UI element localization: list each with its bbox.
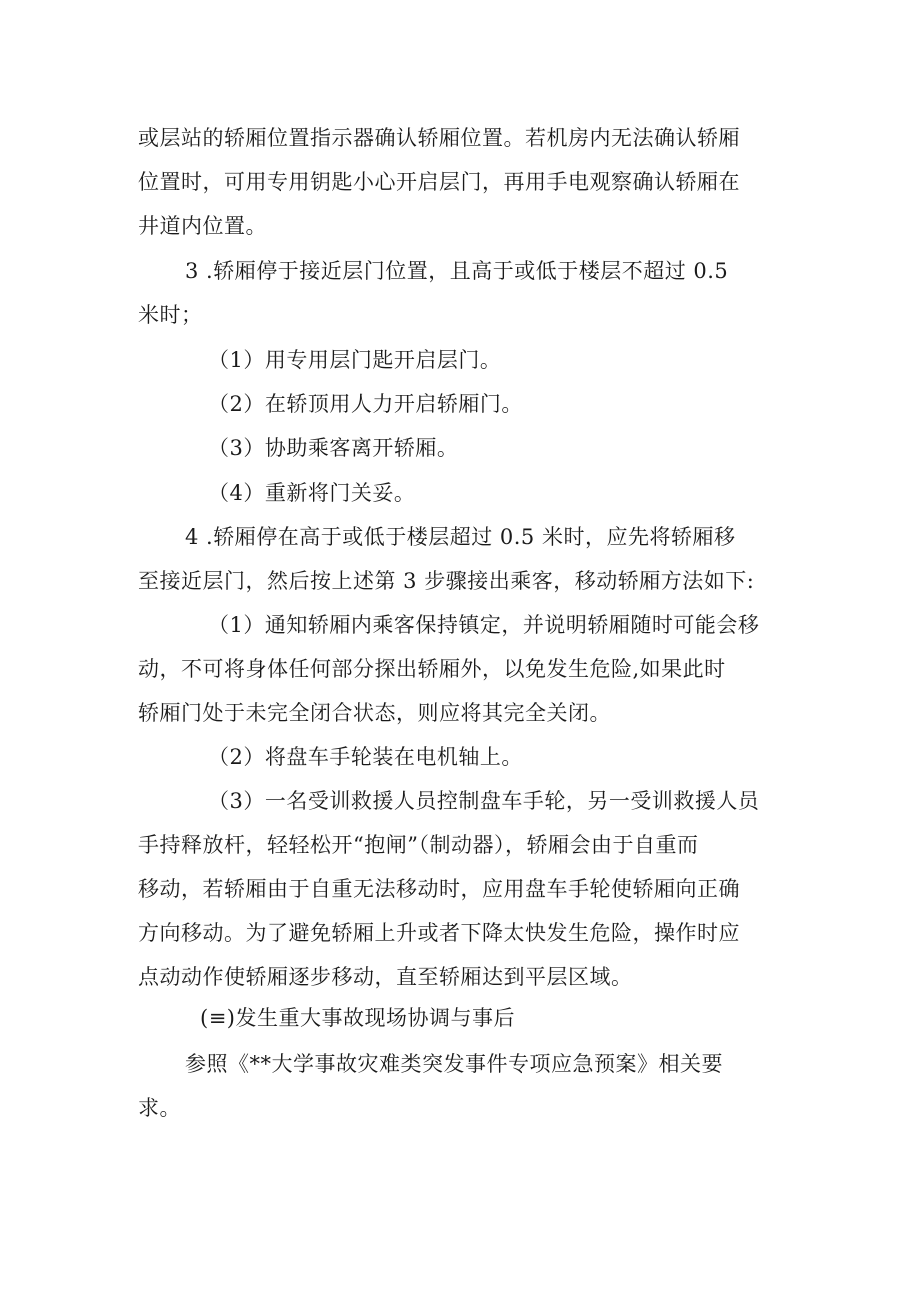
item-3-heading: 3 .轿厢停于接近层门位置，且高于或低于楼层不超过 0.5 bbox=[185, 259, 729, 283]
step-3-line-1: （3）一名受训救援人员控制盘车手轮，另一受训救援人员 bbox=[208, 789, 760, 813]
step-3-line-5: 点动动作使轿厢逐步移动，直至轿厢达到平层区域。 bbox=[138, 965, 633, 989]
text-line-2: 位置时，可用专用钥匙小心开启层门，再用手电观察确认轿厢在 bbox=[138, 170, 740, 194]
item-4-heading: 4 .轿厢停在高于或低于楼层超过 0.5 米时，应先将轿厢移 bbox=[185, 525, 736, 549]
item-4-continuation: 至接近层门，然后按上述第 3 步骤接出乘客，移动轿厢方法如下: bbox=[138, 569, 755, 593]
reference-line-2: 求。 bbox=[138, 1096, 181, 1120]
sub-item-1: （1）用专用层门匙开启层门。 bbox=[208, 348, 502, 372]
step-3-line-4: 方向移动。为了避免轿厢上升或者下降太快发生危险，操作时应 bbox=[138, 921, 740, 945]
step-1-line-1: （1）通知轿厢内乘客保持镇定，并说明轿厢随时可能会移 bbox=[208, 613, 760, 637]
step-3-line-2: 手持释放杆，轻轻松开“抱闸”（制动器），轿厢会由于自重而 bbox=[138, 833, 699, 857]
text-line-1: 或层站的轿厢位置指示器确认轿厢位置。若机房内无法确认轿厢 bbox=[138, 126, 740, 150]
text-line-3: 井道内位置。 bbox=[138, 214, 267, 238]
sub-item-2: （2）在轿顶用人力开启轿厢门。 bbox=[208, 392, 523, 416]
step-3-line-3: 移动，若轿厢由于自重无法移动时，应用盘车手轮使轿厢向正确 bbox=[138, 877, 740, 901]
section-heading: (≡)发生重大事故现场协调与事后 bbox=[200, 1006, 515, 1030]
step-1-line-2: 动，不可将身体任何部分探出轿厢外，以免发生危险,如果此时 bbox=[138, 657, 726, 681]
step-1-line-3: 轿厢门处于未完全闭合状态，则应将其完全关闭。 bbox=[138, 701, 611, 725]
sub-item-4: （4）重新将门关妥。 bbox=[208, 481, 416, 505]
item-3-continuation: 米时； bbox=[138, 303, 203, 327]
reference-line-1: 参照《**大学事故灾难类突发事件专项应急预案》相关要 bbox=[185, 1052, 723, 1076]
step-2: （2）将盘车手轮装在电机轴上。 bbox=[208, 745, 523, 769]
sub-item-3: （3）协助乘客离开轿厢。 bbox=[208, 436, 459, 460]
